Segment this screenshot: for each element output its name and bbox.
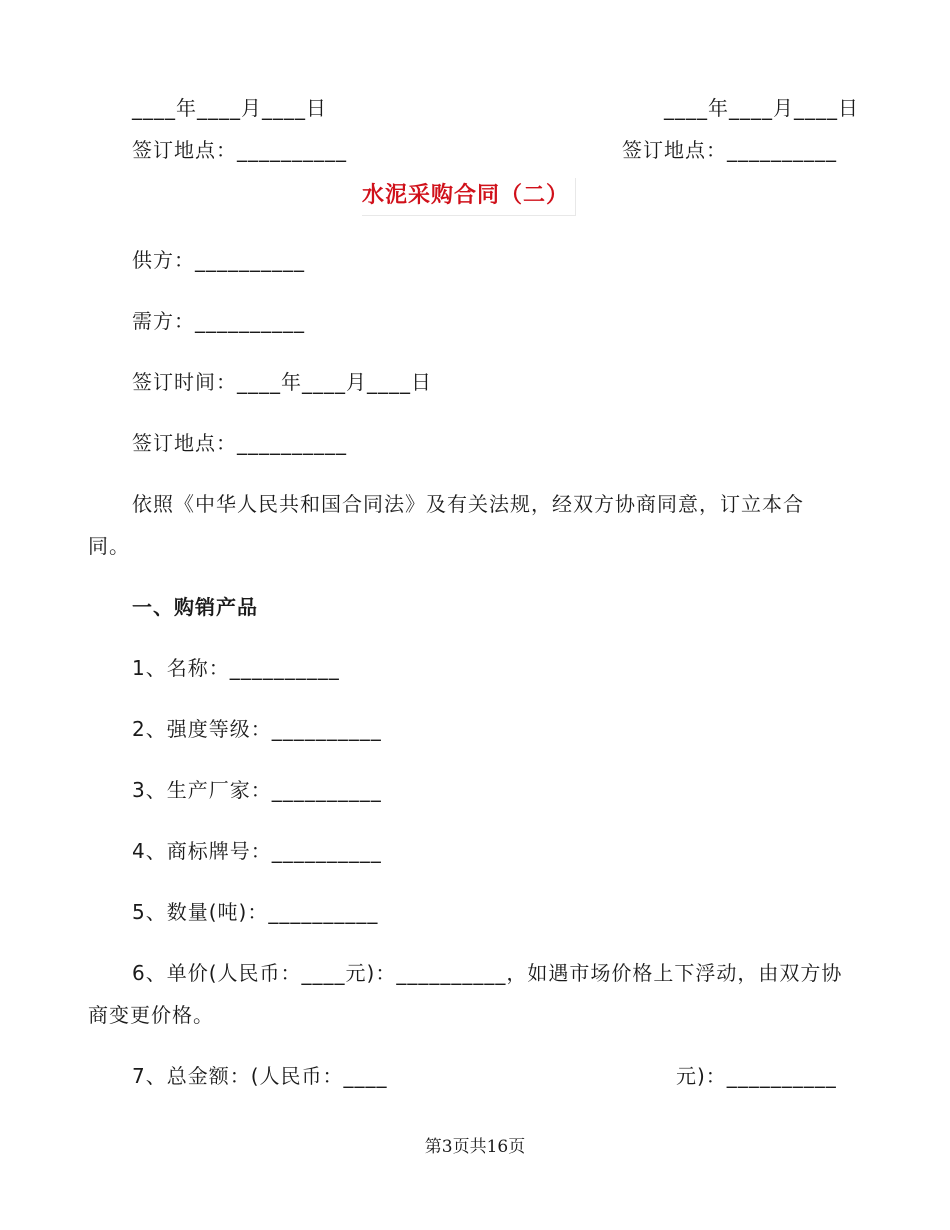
document-title: 水泥采购合同（二） (362, 178, 576, 216)
section-heading: 一、购销产品 (132, 595, 258, 619)
top-place-left: 签订地点：__________ (132, 138, 347, 162)
item-total-amount-right: 元)：__________ (676, 1064, 837, 1088)
page-number-footer: 第3页共16页 (424, 1137, 526, 1157)
item-total-amount-left: 7、总金额：(人民币：____ (132, 1064, 388, 1088)
top-date-left: ____年____月____日 (132, 96, 327, 120)
item-quantity: 5、数量(吨)：__________ (132, 900, 379, 924)
item-strength-grade: 2、强度等级：__________ (132, 717, 382, 741)
item-unit-price-line1: 6、单价(人民币：____元)：__________，如遇市场价格上下浮动，由双方协 (132, 961, 843, 985)
item-brand: 4、商标牌号：__________ (132, 839, 382, 863)
intro-paragraph-line1: 依照《中华人民共和国合同法》及有关法规，经双方协商同意，订立本合 (132, 492, 804, 516)
top-place-right: 签订地点：__________ (622, 138, 837, 162)
item-manufacturer: 3、生产厂家：__________ (132, 778, 382, 802)
top-date-right: ____年____月____日 (664, 96, 859, 120)
item-unit-price-line2: 商变更价格。 (88, 1003, 214, 1027)
buyer-field: 需方：__________ (132, 309, 305, 333)
sign-place-field: 签订地点：__________ (132, 431, 347, 455)
item-name: 1、名称：__________ (132, 656, 340, 680)
sign-time-field: 签订时间：____年____月____日 (132, 370, 432, 394)
intro-paragraph-line2: 同。 (88, 534, 130, 558)
supplier-field: 供方：__________ (132, 248, 305, 272)
